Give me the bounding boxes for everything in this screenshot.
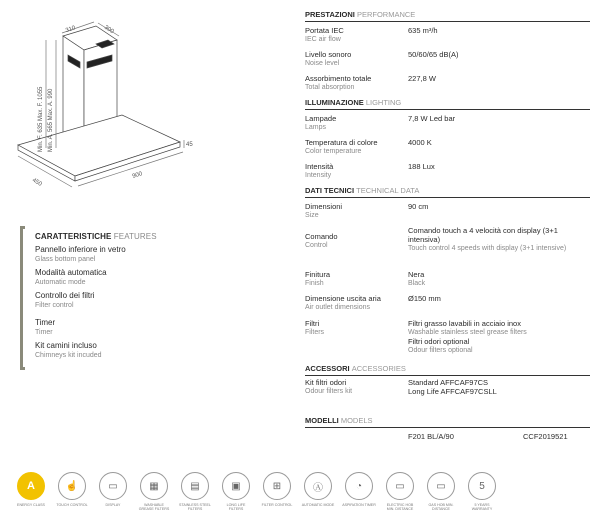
electric-hob-distance-icon: ▭: [386, 472, 414, 500]
feature-icon: [178, 472, 212, 512]
feature-icon-label: FILTER CONTROL: [261, 503, 293, 507]
gas-hob-distance-icon: ▭: [427, 472, 455, 500]
feature-icon: [260, 472, 294, 507]
features-heading: CARATTERISTICHE FEATURES: [35, 232, 157, 241]
feature-icon: [55, 472, 89, 507]
dim-450: 450: [31, 177, 43, 188]
feature-icons-row: [14, 472, 514, 522]
section-models: MODELLI MODELS: [305, 416, 590, 428]
dim-45: 45: [186, 142, 193, 148]
aspiration-timer-icon: ◔: [345, 472, 373, 500]
steel-filters-icon: ▤: [181, 472, 209, 500]
feature-icon-label: AUTOMATIC MODE: [301, 503, 335, 507]
feature-icon-label: TOUCH CONTROL: [56, 503, 88, 507]
feature-icon-label: LONG LIFE FILTERS: [226, 503, 246, 512]
long-life-filters-icon: ▣: [222, 472, 250, 500]
filter-control-icon: ⊞: [263, 472, 291, 500]
features-block: [20, 226, 220, 370]
warranty-icon: 5: [468, 472, 496, 500]
section-performance: PRESTAZIONI PERFORMANCE: [305, 10, 590, 22]
feature-icon: [96, 472, 130, 507]
dim-300: 300: [102, 24, 115, 36]
feature-icon: [424, 472, 458, 512]
automatic-mode-icon: Ⓐ: [304, 472, 332, 500]
feature-icon: [383, 472, 417, 512]
section-accessories: ACCESSORI ACCESSORIES: [305, 364, 590, 376]
feature-icon-label: 5 YEARS WARRANTY: [471, 503, 493, 512]
feature-icon-label: DISPLAY: [105, 503, 121, 507]
feature-icon-label: WASHABLE GREASE FILTERS: [138, 503, 170, 512]
feature-icon: [137, 472, 171, 512]
section-lighting: ILLUMINAZIONE LIGHTING: [305, 98, 590, 110]
feature-icon-label: ASPIRATION TIMER: [342, 503, 376, 507]
feature-item: Modalità automatica Automatic mode: [35, 268, 107, 286]
feature-icon: [219, 472, 253, 512]
dim-310: 310: [64, 25, 77, 35]
model-code: CCF2019521: [523, 432, 568, 441]
feature-icon: [342, 472, 376, 507]
touch-control-icon: ☝: [58, 472, 86, 500]
features-bracket: [20, 226, 25, 370]
display-icon: ▭: [99, 472, 127, 500]
feature-item: Controllo dei filtri Filter control: [35, 291, 95, 309]
feature-icon: [301, 472, 335, 507]
feature-item: Timer Timer: [35, 318, 56, 336]
feature-icon: [14, 472, 48, 507]
dim-900: 900: [131, 171, 144, 180]
feature-item: Kit camini incluso Chimneys kit incuded: [35, 341, 102, 359]
feature-icon-label: ELECTRIC HOB MIN. DISTANCE: [386, 503, 414, 512]
washable-filters-icon: ▦: [140, 472, 168, 500]
dim-a: Min. A. 565 Max. A. 990: [48, 88, 54, 152]
feature-icon: [465, 472, 499, 512]
dim-f: Min. F. 635 Max. F. 1055: [38, 86, 44, 152]
feature-item: Pannello inferiore in vetro Glass bottom panel: [35, 245, 126, 263]
hood-technical-drawing: [0, 0, 300, 215]
feature-icon-label: STAINLESS STEEL FILTERS: [179, 503, 211, 512]
feature-icon-label: ENERGY CLASS: [17, 503, 45, 507]
energy-class-icon: A: [17, 472, 45, 500]
section-technical: DATI TECNICI TECHNICAL DATA: [305, 186, 590, 198]
feature-icon-label: GAS HOB MIN. DISTANCE: [428, 503, 454, 512]
model-name: F201 BL/A/90: [408, 432, 454, 441]
